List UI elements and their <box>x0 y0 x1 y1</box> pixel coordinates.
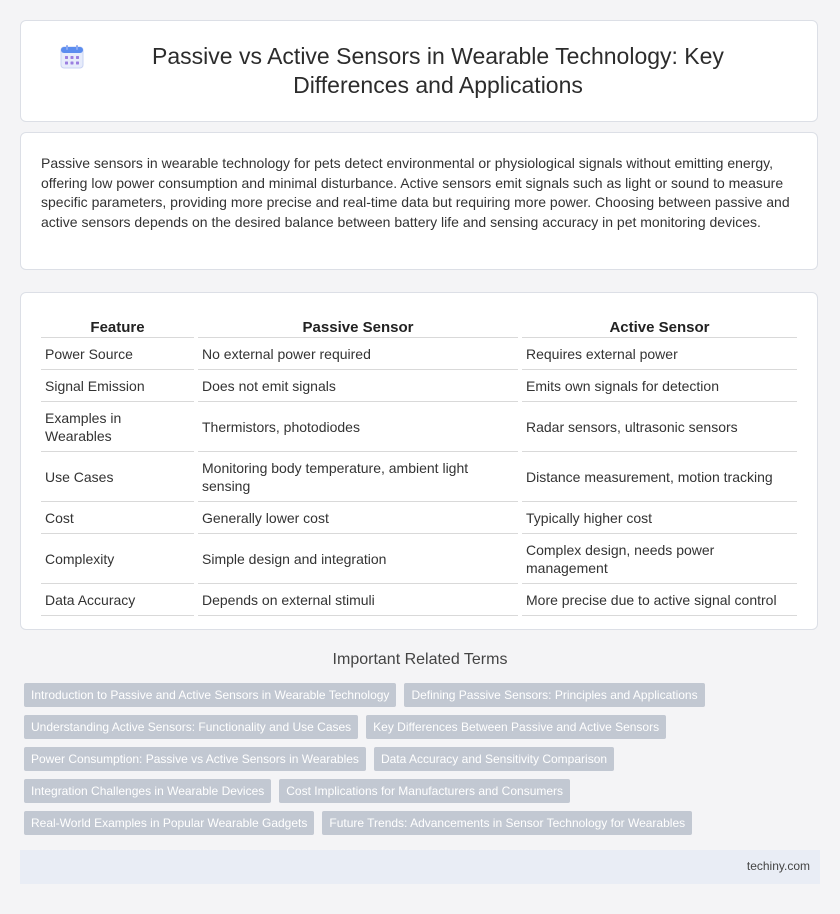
summary-card <box>20 132 818 270</box>
table-cell-active: More precise due to active signal control <box>522 586 797 616</box>
table-cell-feature: Examples in Wearables <box>41 404 194 452</box>
calendar-icon <box>59 44 85 70</box>
table-row <box>41 586 797 616</box>
tag-row <box>24 683 814 707</box>
title-card <box>20 20 818 122</box>
table-cell-passive: Does not emit signals <box>198 372 518 402</box>
table-cell-feature: Data Accuracy <box>41 586 194 616</box>
table-cell-active: Requires external power <box>522 340 797 370</box>
column-header-passive: Passive Sensor <box>198 315 518 338</box>
related-term-tag[interactable]: Key Differences Between Passive and Active Sensors <box>366 715 666 739</box>
footer <box>20 850 820 884</box>
comparison-table-card <box>20 292 818 630</box>
title-wrap <box>59 42 779 100</box>
related-term-tag[interactable]: Understanding Active Sensors: Functionality and Use Cases <box>24 715 358 739</box>
table-cell-active: Emits own signals for detection <box>522 372 797 402</box>
summary-text: Passive sensors in wearable technology for pets detect environmental or physiological signals without emitting energy, offering low power consumption and minimal disturbance. Active sensors emit signals such as light or sound to measure specific parameters, providing more precise and real-time data but requiring more power. Choosing between passive and active sensors depends on the desired balance between battery life and sensing accuracy in pet monitoring devices. <box>41 155 790 230</box>
column-header-feature: Feature <box>41 315 194 338</box>
column-header-active: Active Sensor <box>522 315 797 338</box>
table-cell-passive: No external power required <box>198 340 518 370</box>
related-term-tag[interactable]: Real-World Examples in Popular Wearable Gadgets <box>24 811 314 835</box>
page-title: Passive vs Active Sensors in Wearable Technology: Key Differences and Applications <box>152 43 724 98</box>
related-terms-tags <box>24 683 814 843</box>
related-term-tag[interactable]: Introduction to Passive and Active Sensors in Wearable Technology <box>24 683 396 707</box>
table-cell-feature: Cost <box>41 504 194 534</box>
related-term-tag[interactable]: Cost Implications for Manufacturers and Consumers <box>279 779 570 803</box>
footer-brand[interactable]: techiny.com <box>746 859 810 873</box>
tag-row <box>24 747 814 771</box>
table-cell-feature: Complexity <box>41 536 194 584</box>
table-cell-passive: Depends on external stimuli <box>198 586 518 616</box>
related-term-tag[interactable]: Integration Challenges in Wearable Devices <box>24 779 271 803</box>
table-cell-passive: Simple design and integration <box>198 536 518 584</box>
table-cell-passive: Monitoring body temperature, ambient light sensing <box>198 454 518 502</box>
table-header-row <box>41 315 797 338</box>
table-cell-feature: Power Source <box>41 340 194 370</box>
table-cell-passive: Generally lower cost <box>198 504 518 534</box>
tag-row <box>24 811 814 835</box>
table-cell-active: Radar sensors, ultrasonic sensors <box>522 404 797 452</box>
table-cell-active: Complex design, needs power management <box>522 536 797 584</box>
table-cell-active: Typically higher cost <box>522 504 797 534</box>
table-cell-feature: Signal Emission <box>41 372 194 402</box>
table-row <box>41 404 797 452</box>
related-term-tag[interactable]: Future Trends: Advancements in Sensor Technology for Wearables <box>322 811 692 835</box>
table-row <box>41 536 797 584</box>
table-row <box>41 454 797 502</box>
related-term-tag[interactable]: Power Consumption: Passive vs Active Sensors in Wearables <box>24 747 366 771</box>
related-terms-title: Important Related Terms <box>332 651 508 668</box>
table-cell-feature: Use Cases <box>41 454 194 502</box>
table-row <box>41 372 797 402</box>
table-cell-active: Distance measurement, motion tracking <box>522 454 797 502</box>
tag-row <box>24 779 814 803</box>
tag-row <box>24 715 814 739</box>
related-term-tag[interactable]: Defining Passive Sensors: Principles and Applications <box>404 683 704 707</box>
table-cell-passive: Thermistors, photodiodes <box>198 404 518 452</box>
comparison-table <box>37 313 801 618</box>
table-row <box>41 504 797 534</box>
table-row <box>41 340 797 370</box>
related-term-tag[interactable]: Data Accuracy and Sensitivity Comparison <box>374 747 614 771</box>
